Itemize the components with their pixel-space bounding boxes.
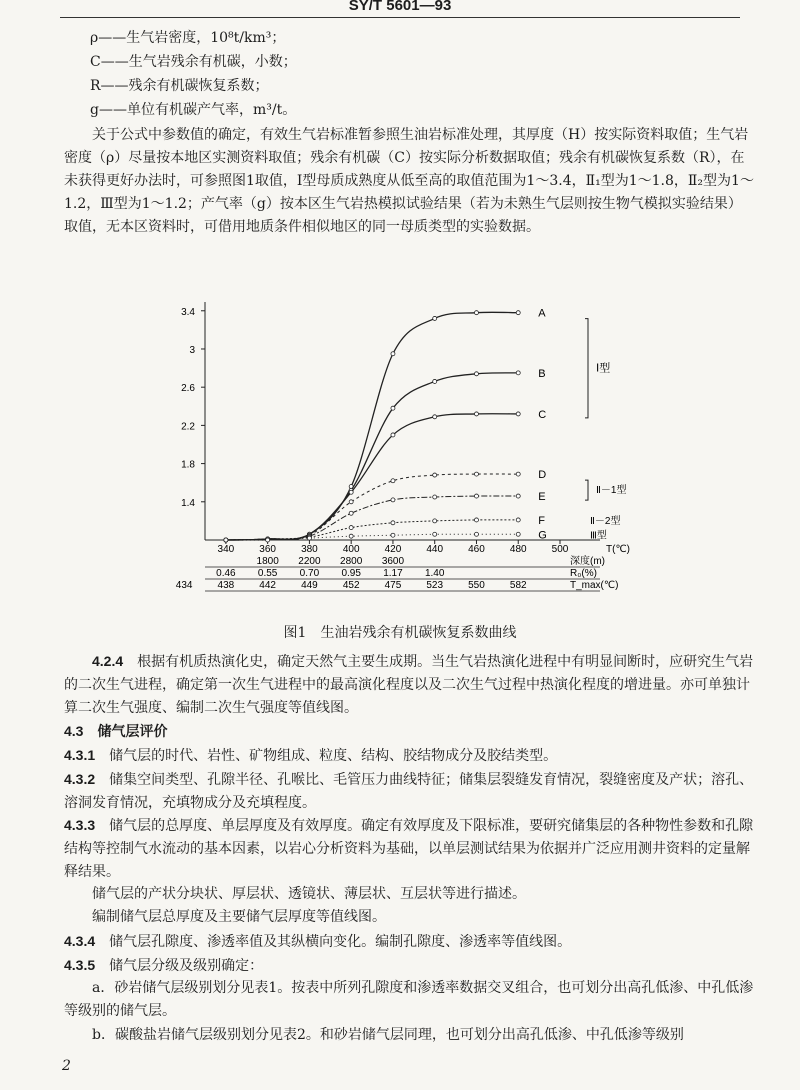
data-point — [349, 526, 353, 530]
data-point — [516, 371, 520, 375]
x-tick-label: 380 — [301, 544, 318, 555]
x-tick-label: 500 — [551, 544, 569, 555]
x-tick-label: 340 — [217, 544, 235, 555]
section-4-3-3 — [64, 814, 754, 884]
scale-value-depth: 1800 — [256, 556, 279, 567]
data-point — [474, 311, 478, 315]
scale-value-ro: 1.40 — [424, 568, 445, 579]
data-point — [516, 532, 520, 536]
scale-value-ro: 1.17 — [383, 568, 403, 579]
data-point — [391, 433, 395, 437]
section-4-2-4 — [64, 650, 754, 720]
y-tick-label: 1.8 — [181, 459, 195, 471]
x-tick-label: 460 — [468, 544, 485, 555]
data-point — [516, 412, 520, 416]
data-point — [433, 519, 437, 523]
x-tick-label: 400 — [342, 544, 360, 555]
section-4-3-3-form: 储气层的产状分块状、厚层状、透镜状、薄层状、互层状等进行描述。 — [92, 886, 526, 902]
section-4-3-3-maps: 编制储气层总厚度及主要储气层厚度等值线图。 — [92, 909, 386, 925]
data-point — [224, 538, 228, 542]
header-rule — [60, 17, 740, 18]
y-tick-label: 1.4 — [181, 497, 195, 509]
section-4-3-heading — [64, 720, 754, 744]
y-tick-label: 3 — [189, 344, 195, 356]
page-header — [0, 0, 800, 22]
scale-value-ro: 0.95 — [341, 568, 361, 579]
group-bracket — [585, 319, 588, 418]
definition-c: C——生气岩残余有机碳，小数； — [90, 54, 297, 70]
data-point — [433, 415, 437, 419]
scale-value-tmax: 442 — [259, 580, 276, 591]
series-label-G: G — [538, 529, 547, 542]
data-point — [433, 532, 437, 536]
scale-value-tmax: 523 — [426, 580, 444, 591]
data-point — [266, 538, 270, 542]
data-point — [433, 316, 437, 320]
series-label-D: D — [538, 469, 547, 482]
data-point — [349, 511, 353, 515]
scale-value-tmax: 438 — [217, 580, 235, 591]
standard-code: SY/T 5601—93 — [348, 0, 452, 14]
data-point — [391, 533, 395, 537]
section-text: 储气层分级及级别确定： — [109, 958, 264, 974]
scale-value-depth: 3600 — [381, 556, 405, 567]
series-label-A: A — [538, 307, 546, 320]
data-point — [391, 521, 395, 525]
data-point — [516, 311, 520, 315]
data-point — [433, 379, 437, 383]
scale-label-depth: 深度(m) — [570, 556, 605, 567]
section-4-3-2 — [64, 768, 754, 815]
section-4-3-5-a: a．砂岩储气层级别划分见表1。按表中所列孔隙度和渗透率数据交叉组合，也可划分出高孔低渗、中孔低渗等级别的储气层。 — [64, 980, 754, 1019]
recovery-coefficient-chart — [160, 282, 650, 612]
series-label-B: B — [538, 367, 546, 380]
section-text: 储气层孔隙度、渗透率值及其纵横向变化。编制孔隙度、渗透率等值线图。 — [109, 934, 572, 950]
definition-g: g——单位有机碳产气率，m³/t。 — [90, 102, 297, 118]
data-point — [391, 352, 395, 356]
data-point — [349, 490, 353, 494]
section-text: 根据有机质热演化史，确定天然气主要生成期。当生气岩热演化进程中有明显间断时，应研究生气岩的二次生气进程，确定第一次生气进程中的最高演化程度以及二次生气过程中热演化程度的增进量。亦可单独计算二次生气强度、编制二次生气强度等值线图。 — [64, 654, 754, 716]
x-unit-label: T(℃) — [606, 544, 630, 555]
section-number: 4.3.4 — [64, 933, 96, 949]
data-point — [391, 406, 395, 410]
x-tick-label: 420 — [384, 544, 402, 555]
series-label-C: C — [538, 408, 547, 421]
figure-1 — [160, 282, 650, 612]
data-point — [474, 372, 478, 376]
data-point — [349, 534, 353, 538]
scale-label-tmax: T_max(℃) — [570, 580, 619, 591]
series-line-D — [226, 474, 518, 540]
data-point — [516, 494, 520, 498]
page-number: 2 — [62, 1058, 71, 1074]
y-tick-label: 2.6 — [181, 383, 195, 395]
section-text: 储集空间类型、孔隙半径、孔喉比、毛管压力曲线特征；储集层裂缝发育情况，裂缝密度及产状；溶孔、溶洞发育情况，充填物成分及充填程度。 — [64, 772, 754, 811]
series-label-E: E — [538, 491, 546, 504]
data-point — [516, 518, 520, 522]
section-number: 4.3.5 — [64, 957, 96, 973]
data-point — [433, 473, 437, 477]
data-point — [349, 500, 353, 504]
figure-caption: 图1 生油岩残余有机碳恢复系数曲线 — [283, 625, 517, 641]
group-bracket — [585, 480, 588, 500]
section-4-3-5-b: b．碳酸盐岩储气层级别划分见表2。和砂岩储气层同理，也可划分出高孔低渗、中孔低渗等级别 — [92, 1027, 684, 1043]
data-point — [474, 518, 478, 522]
scale-value-ro: 0.70 — [299, 568, 320, 579]
scale-value-tmax: 475 — [384, 580, 402, 591]
section-text: 储气层的时代、岩性、矿物组成、粒度、结构、胶结物成分及胶结类型。 — [109, 748, 558, 764]
series-line-B — [226, 373, 518, 540]
series-line-F — [226, 520, 518, 540]
x-tick-label: 480 — [509, 544, 527, 555]
scale-value-ro: 0.46 — [216, 568, 236, 579]
section-number: 4.3.2 — [64, 771, 96, 787]
section-4-3-1 — [64, 744, 754, 768]
scale-value-ro: 0.55 — [257, 568, 278, 579]
data-point — [391, 498, 395, 502]
scale-value-tmax: 452 — [342, 580, 360, 591]
group-label-type-ii-2: Ⅱ－2型 — [590, 515, 621, 527]
data-point — [307, 536, 311, 540]
data-point — [516, 472, 520, 476]
section-text: 储气层的总厚度、单层厚度及有效厚度。确定有效厚度及下限标准，要研究储集层的各种物性参数和孔隙结构等控制气水流动的基本因素，以岩心分析资料为基础，以单层测试结果为依据并广泛应用测井资料的定量解释结果。 — [64, 818, 754, 880]
group-label-type-iii: Ⅲ型 — [590, 530, 607, 542]
section-number: 4.3 — [64, 723, 84, 739]
data-point — [433, 495, 437, 499]
scale-value-depth: 2800 — [340, 556, 363, 567]
group-label-type-ii-1: Ⅱ－1型 — [596, 485, 627, 497]
x-tick-label: 440 — [426, 544, 444, 555]
definition-r: R——残余有机碳恢复系数； — [90, 78, 269, 94]
scale-value-tmax: 449 — [301, 580, 318, 591]
scale-value-tmax: 582 — [509, 580, 527, 591]
data-point — [474, 532, 478, 536]
scale-value-tmax: 550 — [468, 580, 485, 591]
scale-value-depth: 2200 — [298, 556, 321, 567]
section-4-3-4 — [64, 930, 754, 954]
section-number: 4.2.4 — [92, 653, 124, 669]
scale-label-ro: R₀(%) — [570, 568, 597, 579]
parameter-paragraph: 关于公式中参数值的确定，有效生气岩标准暂参照生油岩标准处理，其厚度（H）按实际资料取值；生气岩密度（ρ）尽量按本地区实测资料取值；残余有机碳（C）按实际分析数据取值；残余有机碳恢复系数（R），在未获得更好办法时，可参照图1取值，Ⅰ型母质成熟度从低至高的取值范围为1～3.4，Ⅱ₁型为1～1.8，Ⅱ₂型为1～1.2，Ⅲ型为1～1.2；产气率（g）按本区生气岩热模拟试验结果（若为未熟生气层则按生物气模拟实验结果）取值，无本区资料时，可借用地质条件相似地区的同一母质类型的实验数据。 — [64, 127, 754, 235]
group-label-type-i: Ⅰ型 — [596, 362, 611, 375]
data-point — [474, 472, 478, 476]
y-tick-label: 3.4 — [181, 306, 195, 318]
section-title: 储气层评价 — [97, 723, 168, 739]
section-number: 4.3.3 — [64, 817, 96, 833]
section-4-3-5 — [64, 954, 754, 978]
data-point — [474, 412, 478, 416]
data-point — [474, 494, 478, 498]
section-number: 4.3.1 — [64, 747, 96, 763]
scale-value-tmax: 434 — [175, 580, 193, 591]
definition-rho: ρ——生气岩密度，10⁸t/km³； — [90, 30, 286, 46]
x-tick-label: 360 — [259, 544, 276, 555]
data-point — [391, 479, 395, 483]
y-tick-label: 2.2 — [181, 421, 195, 433]
series-label-F: F — [538, 514, 545, 527]
